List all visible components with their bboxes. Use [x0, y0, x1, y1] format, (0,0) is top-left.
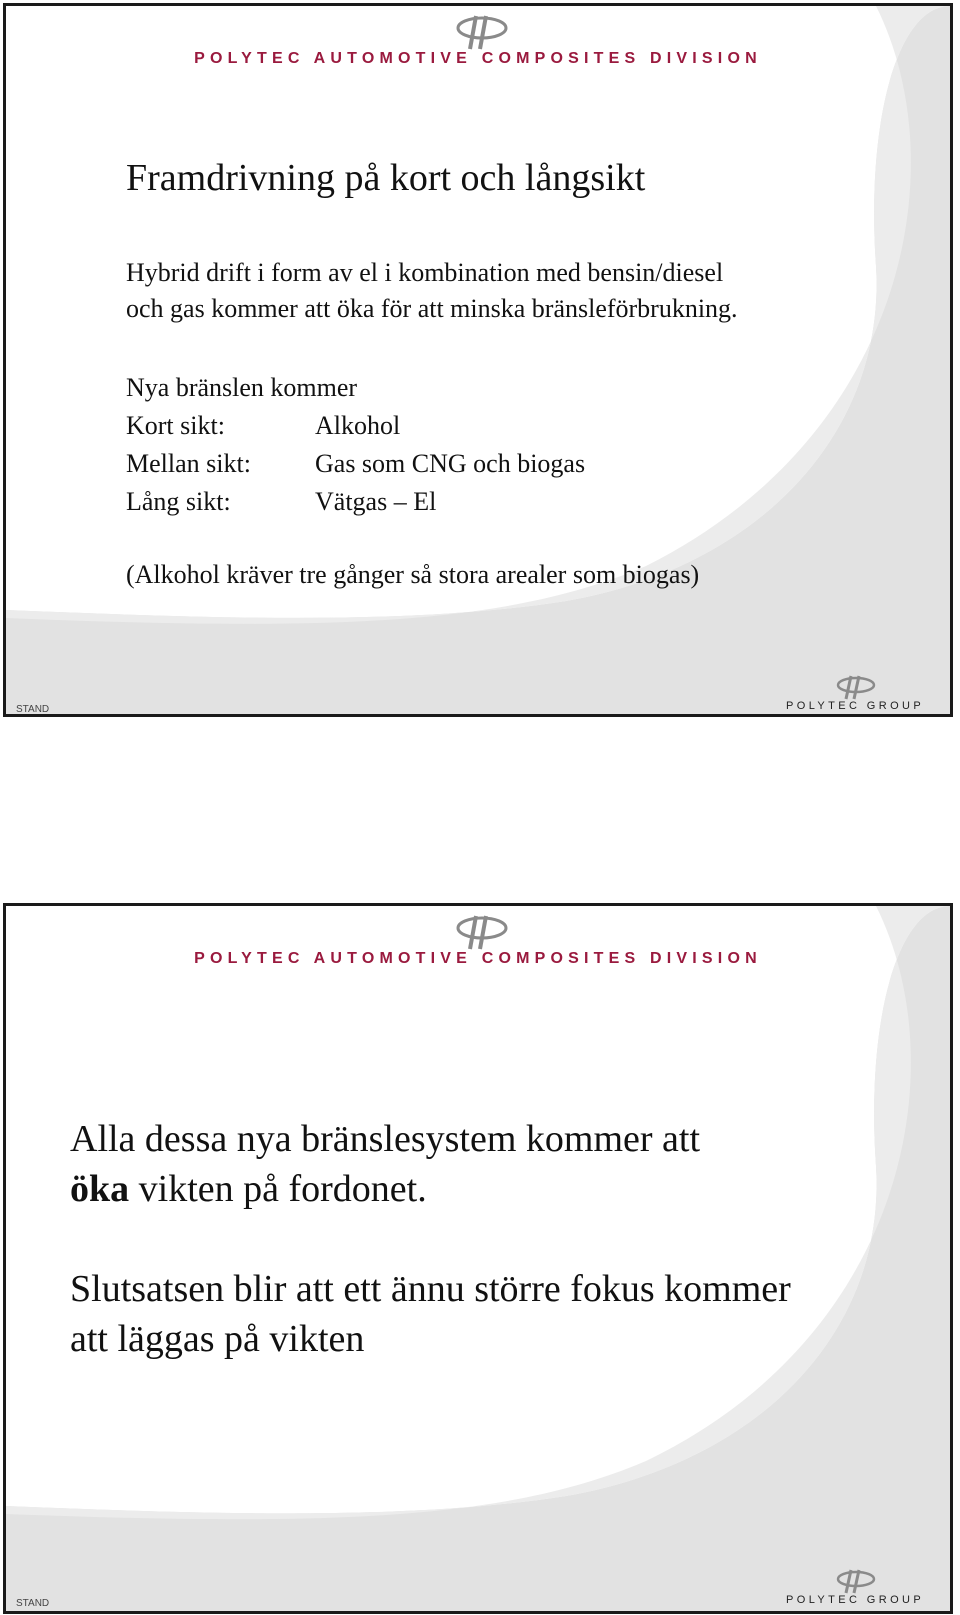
timeline-value: Gas som CNG och biogas [315, 449, 586, 478]
polytec-group-logo-icon [836, 1568, 876, 1594]
list-heading: Nya bränslen kommer [126, 373, 358, 402]
fuel-timeline-list [126, 369, 585, 521]
slide-1 [3, 3, 953, 717]
timeline-label: Kort sikt: [126, 411, 225, 440]
polytec-logo-icon [456, 913, 508, 951]
statement-line: Slutsatsen blir att ett ännu större fokus kommer [70, 1268, 791, 1310]
paragraph-line: Hybrid drift i form av el i kombination med bensin/diesel [126, 258, 724, 287]
statement-line: Alla dessa nya bränslesystem kommer att [70, 1118, 701, 1160]
group-brand-text: POLYTEC GROUP [786, 700, 925, 712]
statement-line: att läggas på vikten [70, 1318, 365, 1360]
stand-label: STAND [16, 1598, 50, 1609]
slide-2 [3, 903, 953, 1614]
footnote: (Alkohol kräver tre gånger så stora arealer som biogas) [126, 560, 700, 589]
statement-rest: vikten på fordonet. [129, 1168, 427, 1210]
polytec-logo-icon [456, 13, 508, 51]
list-item [126, 407, 585, 445]
group-brand-text: POLYTEC GROUP [786, 1594, 925, 1606]
division-header: POLYTEC AUTOMOTIVE COMPOSITES DIVISION [194, 50, 762, 67]
timeline-value: Vätgas – El [315, 487, 437, 516]
timeline-label: Lång sikt: [126, 487, 231, 516]
timeline-label: Mellan sikt: [126, 449, 251, 478]
statement-line [70, 1164, 700, 1214]
paragraph-line: och gas kommer att öka för att minska bränsleförbrukning. [126, 294, 738, 323]
background-swoosh [6, 906, 950, 1611]
list-item [126, 445, 585, 483]
background-swoosh [6, 6, 950, 714]
statement-conclusion [70, 1264, 791, 1364]
emphasis-word: öka [70, 1168, 130, 1210]
polytec-group-logo-icon [836, 674, 876, 700]
timeline-value: Alkohol [315, 411, 401, 440]
division-header: POLYTEC AUTOMOTIVE COMPOSITES DIVISION [194, 950, 762, 967]
intro-paragraph [126, 255, 738, 327]
slide-title: Framdrivning på kort och långsikt [126, 157, 646, 199]
stand-label: STAND [16, 704, 50, 715]
statement-weight-increase [70, 1114, 700, 1214]
list-item [126, 483, 585, 521]
